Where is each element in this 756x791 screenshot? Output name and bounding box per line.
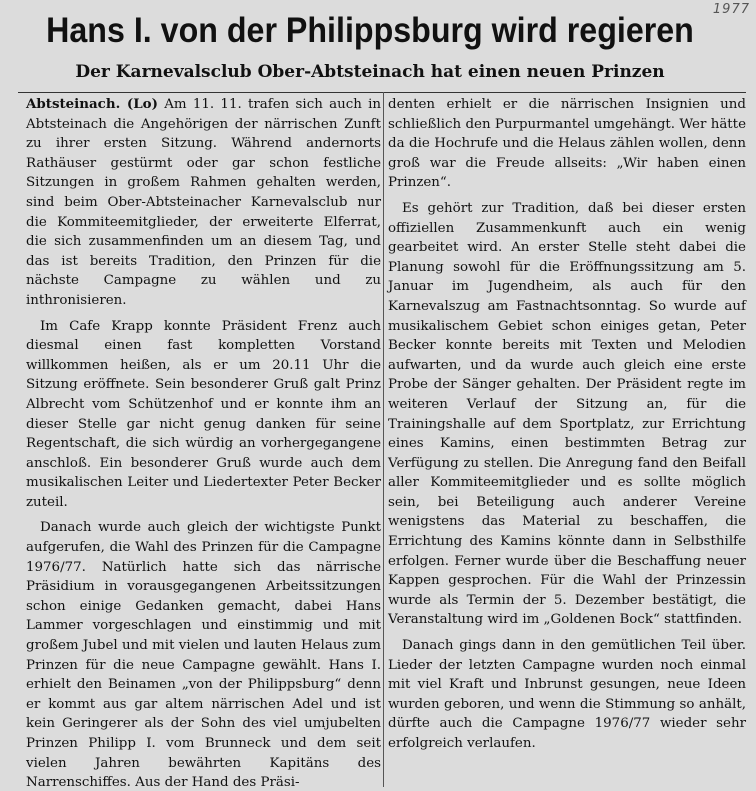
paragraph-text: Am 11. 11. trafen sich auch in Abtsteinach die Angehörigen der närrischen Zunft zu ihrer ersten Sitzung. Während andernorts Rathäuser gestürmt oder gar schon festliche Sitzungen in großem Rahmen gehalten werden, sind beim Ober-Abtsteinacher Karnevalsclub nur die Kommiteemitglieder, der erweiterte Elferrat, die sich zusammenfinden um an diesem Tag, und das ist bereits Tradition, den Prinzen für die nächste Campagne zu wählen und zu inthronisieren. <box>26 97 381 308</box>
paragraph <box>26 95 381 311</box>
paragraph: denten erhielt er die närrischen Insignien und schließlich den Purpurmantel umgehängt. Wer hätte da die Hochrufe und die Helaus zählen wollen, denn groß war die Freude allseits: „Wir haben einen Prinzen“. <box>388 97 746 191</box>
article-column-left <box>26 95 381 791</box>
dateline: Abtsteinach. (Lo) <box>26 96 158 112</box>
paragraph: Danach gings dann in den gemütlichen Teil über. Lieder der letzten Campagne wurden noch einmal mit viel Kraft und Inbrunst gesungen, neue Ideen wurden geboren, und wenn die Stimmung so anhält, dürfte auch die Campagne 1976/77 wieder sehr erfolgreich verlaufen. <box>388 638 746 751</box>
paragraph: Im Cafe Krapp konnte Präsident Frenz auch diesmal einen fast kompletten Vorstand willkommen heißen, als er um 20.11 Uhr die Sitzung eröffnete. Sein besonderer Gruß galt Prinz Albrecht vom Schützenhof und er konnte ihm an dieser Stelle gar nicht genug danken für seine Regentschaft, die sich würdig an vorhergegangene anschloß. Ein besonderer Gruß wurde auch dem musikalischen Leiter und Liedertexter Peter Becker zuteil. <box>26 318 381 510</box>
article-column-right <box>388 95 746 760</box>
paragraph: Danach wurde auch gleich der wichtigste Punkt aufgerufen, die Wahl des Prinzen für die Campagne 1976/77. Natürlich hatte sich das närrische Präsidium in vorausgegangenen Arbeitssitzungen schon einige Gedanken gemacht, dabei Hans Lammer vorgeschlagen und einstimmig und mit großem Jubel und mit vielen und lauten Helaus zum Prinzen für die neue Campagne gewählt. Hans I. erhielt den Beinamen „von der Philippsburg“ denn er kommt aus gar altem närrischen Adel und ist kein Geringerer als der Sohn des viel umjubelten Prinzen Philipp I. vom Brunneck und dem seit vielen Jahren bewährten Kapitäns des Narrenschiffes. Aus der Hand des Präsi- <box>26 520 381 791</box>
column-divider <box>383 92 384 787</box>
article-headline: Hans I. von der Philippsburg wird regieren <box>46 11 694 50</box>
headline-rule <box>18 92 746 93</box>
article-subheadline: Der Karnevalsclub Ober-Abtsteinach hat einen neuen Prinzen <box>75 62 665 82</box>
paragraph: Es gehört zur Tradition, daß bei dieser ersten offiziellen Zusammenkunft auch ein wenig gearbeitet wird. An erster Stelle steht dabei die Planung sowohl für die Eröffnungssitzung am 5. Januar im Jugendheim, als auch für den Karnevalszug am Fastnachtsonntag. So wurde auf musikalischem Gebiet schon einiges getan, Peter Becker konnte bereits mit Texten und Melodien aufwarten, und da wurde auch gleich eine erste Probe der Sänger gehalten. Der Präsident regte im weiteren Verlauf der Sitzung an, für die Trainingshalle auf dem Sportplatz, zur Errichtung eines Kamins, einen bestimmten Betrag zur Verfügung zu stellen. Die Anregung fand den Beifall aller Kommiteemitglieder und es sollte möglich sein, bei Beteiligung auch anderer Vereine wenigstens das Material zu beschaffen, die Errichtung des Kamins könnte dann in Selbsthilfe erfolgen. Ferner wurde über die Beschaffung neuer Kappen gesprochen. Für die Wahl der Prinzessin wurde als Termin der 5. Dezember bestätigt, die Veranstaltung wird im „Goldenen Bock“ stattfinden. <box>388 200 746 628</box>
handwritten-year-annotation: 1977 <box>712 2 750 17</box>
